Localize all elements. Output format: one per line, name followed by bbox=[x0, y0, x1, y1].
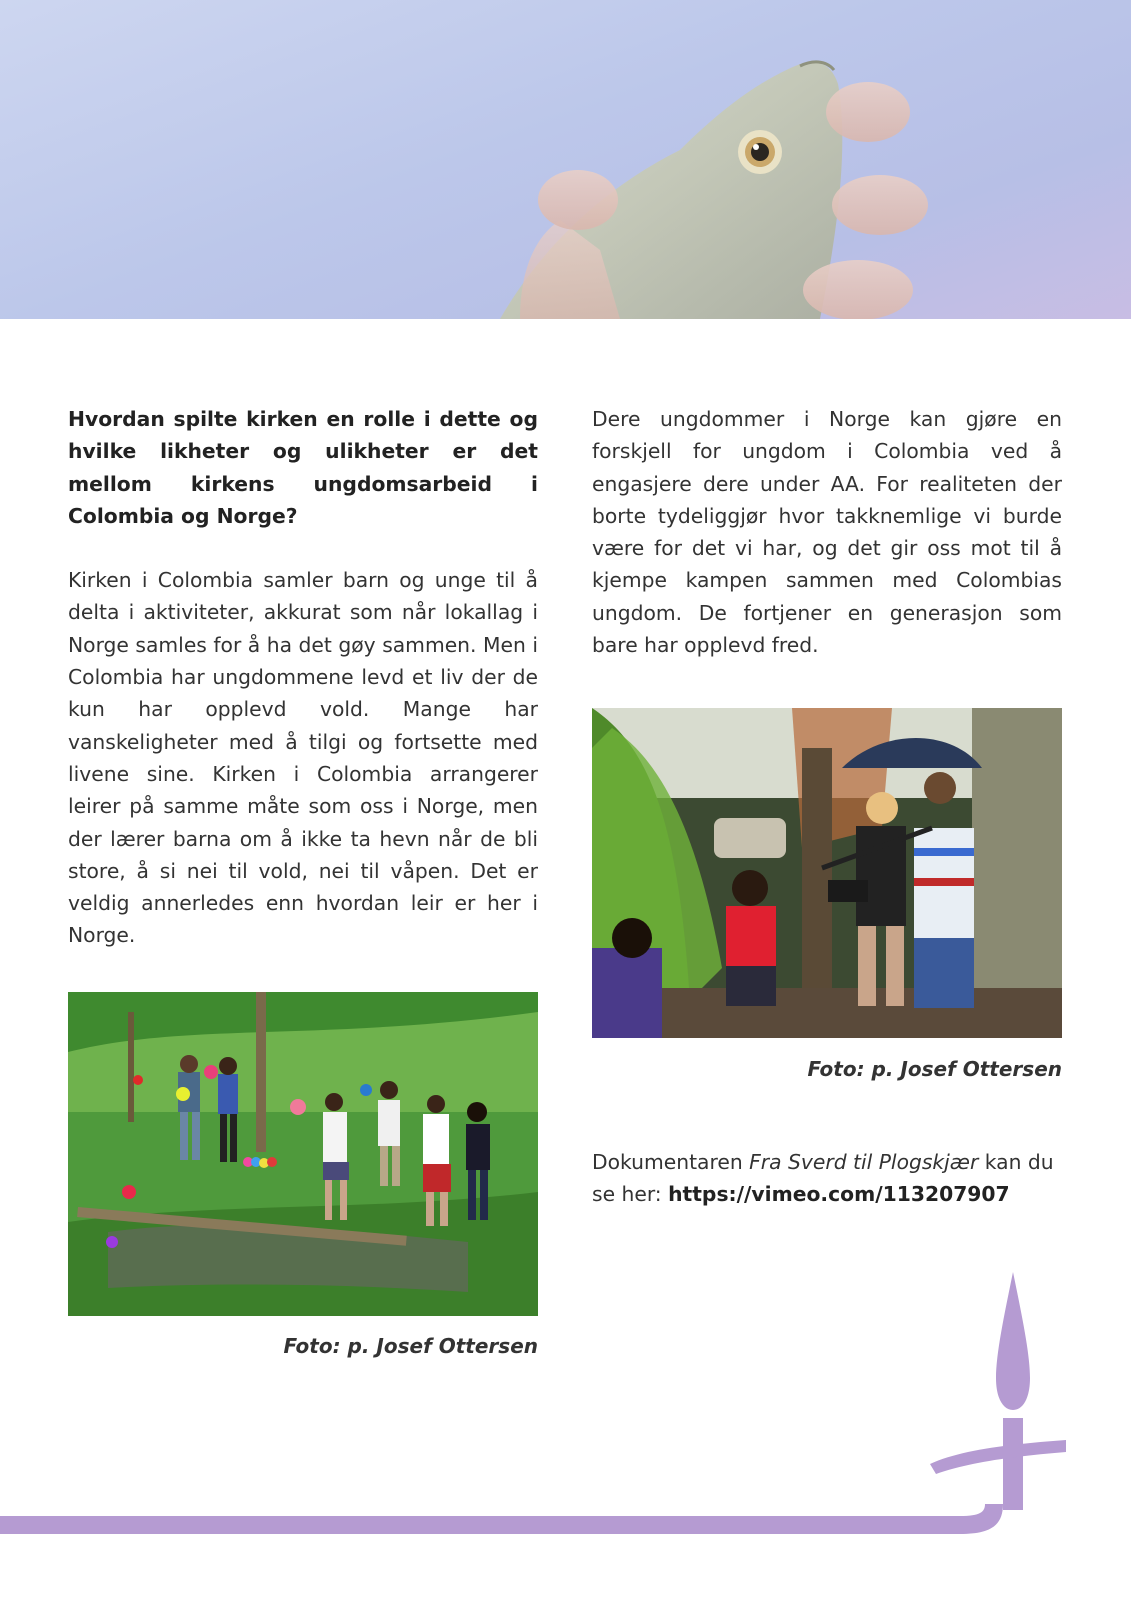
photo-youth-camp bbox=[68, 992, 538, 1316]
photo-film-crew bbox=[592, 708, 1062, 1038]
documentary-title: Fra Sverd til Plogskjær bbox=[749, 1150, 979, 1174]
documentary-link[interactable]: https://vimeo.com/113207907 bbox=[668, 1182, 1010, 1207]
photo-caption-left: Foto: p. Josef Ottersen bbox=[283, 1334, 538, 1358]
right-column bbox=[592, 403, 1062, 661]
hero-image bbox=[0, 0, 1131, 319]
documentary-prefix: Dokumentaren bbox=[592, 1150, 750, 1174]
left-paragraph: Kirken i Colombia samler barn og unge til å delta i aktiviteter, akkurat som når lokallag i Norge samles for å ha det gøy sammen. Men i Colombia har ungdommene levd et liv der de kun har opplevd vold. Mange har vanskeligheter med å tilgi og fortsette med livene sine. Kirken i Colombia arrangerer leirer på samme måte som oss i Norge, men der lærer barna om å ikke ta hevn når de bli store, å si nei til vold, nei til våpen. Det er veldig annerledes enn hvordan leir er her i Norge. bbox=[68, 568, 538, 948]
footer-accent-line bbox=[0, 1516, 960, 1534]
right-paragraph: Dere ungdommer i Norge kan gjøre en forskjell for ungdom i Colombia ved å engasjere dere under AA. For realiteten der borte tydeliggjør hvor takknemlige vi burde være for det vi har, og det gir oss mot til å kjempe kampen sammen med Colombias ungdom. De fortjener en generasjon som bare har opplevd fred. bbox=[592, 407, 1062, 658]
left-column bbox=[68, 403, 538, 952]
documentary-middle: kan du se her: bbox=[592, 1150, 1054, 1207]
film-crew-illustration bbox=[592, 708, 1062, 1038]
youth-camp-illustration bbox=[68, 992, 538, 1316]
fish-in-hand-illustration bbox=[0, 0, 1131, 319]
photo-caption-right: Foto: p. Josef Ottersen bbox=[807, 1057, 1062, 1081]
flame-cross-logo-icon bbox=[930, 1268, 1070, 1536]
section-heading: Hvordan spilte kirken en rolle i dette og hvilke likheter og ulikheter er det mellom kirkens ungdomsarbeid i Colombia og Norge? bbox=[68, 407, 538, 528]
documentary-note bbox=[592, 1146, 1062, 1211]
